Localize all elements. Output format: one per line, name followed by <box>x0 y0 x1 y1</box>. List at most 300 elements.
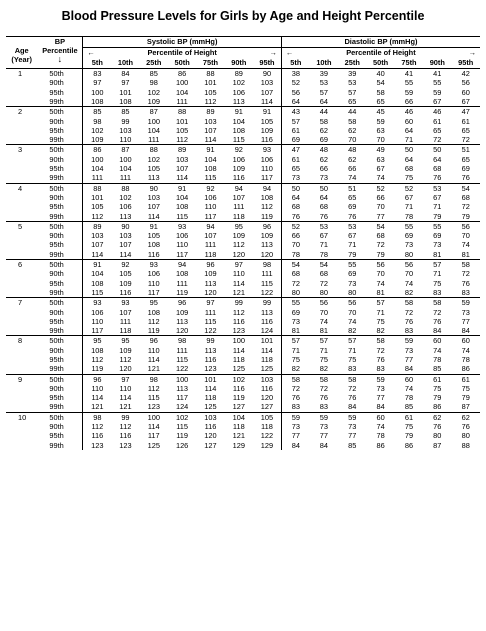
systolic-value-cell: 118 <box>204 393 217 403</box>
systolic-value-cell: 100 <box>119 154 132 164</box>
diastolic-value-cell: 72 <box>461 269 470 279</box>
systolic-value-cell: 96 <box>140 336 168 346</box>
left-arrow-icon: ← <box>285 48 294 58</box>
systolic-value-cell: 111 <box>204 307 217 317</box>
systolic-value-cell: 99 <box>196 336 224 346</box>
diastolic-value-cell: 57 <box>281 116 309 125</box>
diastolic-value-cell: 60 <box>423 336 451 346</box>
table-row <box>6 298 480 308</box>
diastolic-value-cell: 84 <box>376 402 385 412</box>
systolic-value-cell: 111 <box>119 173 132 183</box>
table-row <box>6 116 480 125</box>
table-row <box>6 422 480 431</box>
diastolic-value-cell: 53 <box>338 221 366 231</box>
diastolic-value-cell: 65 <box>461 154 470 164</box>
systolic-value-cell: 108 <box>175 269 189 279</box>
systolic-value-cell: 97 <box>196 298 224 308</box>
diastolic-value-cell: 59 <box>376 116 385 126</box>
age-header <box>6 37 37 69</box>
systolic-value-cell: 115 <box>204 316 217 326</box>
systolic-value-cell: 114 <box>204 135 217 145</box>
systolic-value-cell: 106 <box>260 154 274 164</box>
diastolic-value-cell: 74 <box>376 278 385 288</box>
diastolic-value-cell: 55 <box>281 298 309 308</box>
bp-percentile-cell: 99th <box>49 211 64 221</box>
age-header-line2: (Year) <box>11 55 32 64</box>
diastolic-value-cell: 85 <box>404 402 414 412</box>
systolic-value-cell: 103 <box>175 154 189 164</box>
table-row <box>6 107 480 117</box>
bp-percentile-cell: 50th <box>37 298 83 308</box>
diastolic-value-cell: 57 <box>338 336 366 346</box>
diastolic-value-cell: 76 <box>319 393 329 403</box>
systolic-value-cell: 118 <box>204 249 217 259</box>
diastolic-value-cell: 58 <box>348 116 357 126</box>
systolic-value-cell: 107 <box>175 164 189 174</box>
systolic-value-cell: 89 <box>225 69 253 79</box>
diastolic-value-cell: 61 <box>423 374 451 384</box>
systolic-value-cell: 112 <box>147 383 160 393</box>
systolic-value-cell: 119 <box>232 393 245 403</box>
diastolic-value-cell: 70 <box>376 269 385 279</box>
diastolic-value-cell: 61 <box>281 155 309 164</box>
systolic-value-cell: 110 <box>261 164 273 174</box>
table-row <box>6 317 480 326</box>
systolic-value-cell: 112 <box>119 355 132 364</box>
systolic-value-cell: 121 <box>119 402 132 412</box>
age-cell: 5 <box>6 221 37 259</box>
age-cell: 9 <box>6 374 37 412</box>
diastolic-value-cell: 58 <box>319 116 329 126</box>
systolic-value-cell: 120 <box>119 364 132 374</box>
systolic-value-cell: 91 <box>253 107 281 117</box>
diastolic-value-cell: 58 <box>281 374 309 384</box>
diastolic-value-cell: 82 <box>348 326 357 336</box>
diastolic-value-cell: 50 <box>281 183 309 193</box>
systolic-value-cell: 114 <box>147 355 160 364</box>
systolic-value-cell: 109 <box>204 269 217 279</box>
diastolic-value-cell: 41 <box>423 69 451 79</box>
diastolic-value-cell: 65 <box>281 164 309 173</box>
bp-percentile-cell: 50th <box>37 259 83 269</box>
diastolic-value-cell: 65 <box>433 125 442 135</box>
diastolic-value-cell: 52 <box>366 183 394 193</box>
table-row <box>6 69 480 79</box>
bp-percentile-cell: 95th <box>49 240 64 250</box>
diastolic-value-cell: 74 <box>461 345 470 355</box>
diastolic-value-cell: 73 <box>319 422 329 432</box>
systolic-value-cell: 106 <box>147 269 160 279</box>
systolic-value-cell: 114 <box>147 211 160 221</box>
diastolic-value-cell: 67 <box>433 96 442 106</box>
systolic-value-cell: 105 <box>175 125 189 135</box>
systolic-value-cell: 110 <box>119 383 132 393</box>
diastolic-value-cell: 50 <box>395 145 423 155</box>
diastolic-value-cell: 86 <box>404 440 414 450</box>
systolic-value-cell: 103 <box>147 192 160 202</box>
systolic-value-cell: 115 <box>176 211 189 221</box>
diastolic-value-cell: 60 <box>451 336 480 346</box>
bp-percentile-cell: 90th <box>49 422 64 432</box>
bp-percentile-cell: 90th <box>49 116 64 126</box>
systolic-value-cell: 108 <box>83 346 111 355</box>
systolic-value-cell: 110 <box>232 269 245 279</box>
diastolic-value-cell: 76 <box>348 393 357 403</box>
systolic-value-cell: 94 <box>225 183 253 193</box>
diastolic-value-cell: 53 <box>423 183 451 193</box>
systolic-value-cell: 114 <box>232 278 245 288</box>
dia-col-90th: 90th <box>423 58 451 69</box>
diastolic-value-cell: 51 <box>338 183 366 193</box>
systolic-value-cell: 88 <box>111 183 139 193</box>
table-row <box>6 240 480 249</box>
systolic-value-cell: 89 <box>168 145 196 155</box>
systolic-value-cell: 109 <box>232 231 245 241</box>
systolic-value-cell: 112 <box>83 211 111 221</box>
bp-percentile-cell: 90th <box>49 78 64 88</box>
systolic-value-cell: 119 <box>176 431 189 441</box>
diastolic-value-cell: 80 <box>404 249 414 259</box>
diastolic-value-cell: 71 <box>281 346 309 355</box>
systolic-value-cell: 117 <box>147 287 160 297</box>
diastolic-value-cell: 73 <box>281 422 309 431</box>
systolic-value-cell: 85 <box>140 69 168 79</box>
diastolic-value-cell: 78 <box>319 249 329 259</box>
diastolic-value-cell: 86 <box>433 402 442 412</box>
table-row <box>6 135 480 145</box>
systolic-value-cell: 111 <box>148 135 160 145</box>
systolic-value-cell: 91 <box>196 145 224 155</box>
diastolic-value-cell: 73 <box>404 240 414 250</box>
diastolic-value-cell: 56 <box>338 298 366 308</box>
right-arrow-icon: → <box>468 48 476 58</box>
systolic-value-cell: 119 <box>261 211 273 221</box>
systolic-value-cell: 116 <box>261 383 273 393</box>
systolic-value-cell: 116 <box>204 355 217 364</box>
diastolic-value-cell: 59 <box>338 412 366 422</box>
age-cell: 8 <box>6 336 37 374</box>
systolic-value-cell: 129 <box>232 440 245 450</box>
systolic-value-cell: 116 <box>204 422 217 432</box>
systolic-value-cell: 111 <box>176 96 188 106</box>
systolic-value-cell: 98 <box>83 412 111 422</box>
systolic-value-cell: 107 <box>119 307 132 317</box>
diastolic-value-cell: 68 <box>281 269 309 278</box>
bp-percentile-cell: 95th <box>49 393 64 403</box>
diastolic-value-cell: 76 <box>461 422 470 432</box>
bp-percentile-cell: 50th <box>37 336 83 346</box>
systolic-value-cell: 112 <box>232 240 245 250</box>
diastolic-value-cell: 54 <box>451 183 480 193</box>
sys-col-10th: 10th <box>111 58 139 69</box>
systolic-value-cell: 108 <box>83 97 111 107</box>
systolic-value-cell: 92 <box>111 259 139 269</box>
diastolic-value-cell: 71 <box>319 345 329 355</box>
diastolic-value-cell: 83 <box>461 287 470 297</box>
systolic-value-cell: 103 <box>119 125 132 135</box>
header-row-1 <box>6 37 480 48</box>
diastolic-value-cell: 72 <box>281 279 309 288</box>
diastolic-value-cell: 58 <box>338 374 366 384</box>
diastolic-value-cell: 71 <box>348 345 357 355</box>
bp-percentile-cell: 99th <box>49 96 64 106</box>
bp-percentile-cell: 90th <box>49 269 64 279</box>
systolic-value-cell: 103 <box>204 116 217 126</box>
diastolic-value-cell: 54 <box>281 259 309 269</box>
diastolic-value-cell: 59 <box>395 336 423 346</box>
table-row <box>6 78 480 87</box>
diastolic-value-cell: 56 <box>451 221 480 231</box>
bp-percentile-cell: 99th <box>49 135 64 145</box>
diastolic-value-cell: 77 <box>376 393 385 403</box>
systolic-value-cell: 90 <box>140 183 168 193</box>
diastolic-value-cell: 44 <box>338 107 366 117</box>
sys-col-90th: 90th <box>225 58 253 69</box>
systolic-value-cell: 110 <box>119 135 132 145</box>
systolic-value-cell: 104 <box>147 125 160 135</box>
diastolic-value-cell: 70 <box>376 135 385 145</box>
diastolic-value-cell: 78 <box>461 355 470 364</box>
diastolic-value-cell: 72 <box>281 384 309 393</box>
diastolic-value-cell: 78 <box>404 393 414 403</box>
systolic-value-cell: 90 <box>253 69 281 79</box>
table-row <box>6 326 480 336</box>
sys-col-50th: 50th <box>168 58 196 69</box>
diastolic-value-cell: 66 <box>281 231 309 240</box>
systolic-value-cell: 101 <box>253 336 281 346</box>
table-row <box>6 211 480 221</box>
systolic-value-cell: 88 <box>196 69 224 79</box>
systolic-value-cell: 109 <box>232 164 245 174</box>
diastolic-value-cell: 74 <box>433 345 442 355</box>
systolic-value-cell: 117 <box>176 249 189 259</box>
sys-col-5th: 5th <box>83 58 111 69</box>
diastolic-value-cell: 78 <box>404 211 414 221</box>
diastolic-height-percentile-label <box>281 48 480 59</box>
systolic-value-cell: 101 <box>119 87 132 97</box>
diastolic-value-cell: 79 <box>461 393 470 403</box>
systolic-value-cell: 102 <box>168 412 196 422</box>
systolic-value-cell: 106 <box>83 307 111 316</box>
diastolic-value-cell: 61 <box>461 116 470 126</box>
systolic-value-cell: 87 <box>140 107 168 117</box>
systolic-value-cell: 114 <box>119 249 132 259</box>
systolic-value-cell: 101 <box>204 78 217 88</box>
diastolic-value-cell: 65 <box>376 96 385 106</box>
diastolic-value-cell: 69 <box>348 269 357 279</box>
systolic-value-cell: 123 <box>204 364 217 374</box>
diastolic-value-cell: 42 <box>451 69 480 79</box>
systolic-value-cell: 121 <box>147 364 160 374</box>
systolic-value-cell: 97 <box>121 78 130 88</box>
diastolic-value-cell: 87 <box>433 440 442 450</box>
diastolic-value-cell: 80 <box>461 431 470 441</box>
diastolic-value-cell: 70 <box>348 307 357 317</box>
diastolic-value-cell: 82 <box>319 364 329 374</box>
diastolic-value-cell: 72 <box>404 307 414 317</box>
diastolic-value-cell: 69 <box>281 135 309 145</box>
diastolic-value-cell: 66 <box>319 164 329 174</box>
bp-percentile-cell: 99th <box>49 402 64 412</box>
diastolic-value-cell: 70 <box>404 269 414 279</box>
systolic-value-cell: 113 <box>147 173 160 183</box>
table-row <box>6 183 480 193</box>
systolic-value-cell: 93 <box>83 298 111 308</box>
diastolic-value-cell: 76 <box>348 211 357 221</box>
dia-col-5th: 5th <box>281 58 309 69</box>
diastolic-value-cell: 68 <box>319 269 329 279</box>
systolic-value-cell: 106 <box>204 192 217 202</box>
diastolic-value-cell: 47 <box>281 145 309 155</box>
systolic-value-cell: 91 <box>168 183 196 193</box>
diastolic-value-cell: 77 <box>461 316 470 326</box>
systolic-value-cell: 111 <box>119 316 132 326</box>
bp-percentile-cell: 99th <box>49 364 64 374</box>
sys-col-95th: 95th <box>253 58 281 69</box>
systolic-value-cell: 127 <box>204 440 217 450</box>
diastolic-value-cell: 59 <box>433 87 442 97</box>
diastolic-value-cell: 58 <box>376 87 385 97</box>
systolic-value-cell: 97 <box>111 374 139 384</box>
diastolic-value-cell: 75 <box>461 383 470 393</box>
diastolic-value-cell: 73 <box>376 383 385 393</box>
systolic-value-cell: 105 <box>260 116 274 126</box>
percentile-of-height-label: Percentile of Height <box>346 48 416 58</box>
systolic-value-cell: 112 <box>83 422 111 431</box>
systolic-value-cell: 99 <box>121 116 130 126</box>
systolic-value-cell: 113 <box>204 345 217 355</box>
diastolic-value-cell: 86 <box>461 364 470 374</box>
systolic-value-cell: 111 <box>176 278 188 288</box>
table-row <box>6 364 480 374</box>
systolic-value-cell: 114 <box>147 422 160 432</box>
systolic-value-cell: 120 <box>232 249 245 259</box>
systolic-value-cell: 124 <box>175 402 189 412</box>
diastolic-value-cell: 83 <box>319 402 329 412</box>
systolic-value-cell: 93 <box>168 221 196 231</box>
systolic-value-cell: 111 <box>204 240 217 250</box>
diastolic-value-cell: 76 <box>404 316 414 326</box>
age-cell: 6 <box>6 259 37 297</box>
diastolic-value-cell: 83 <box>376 364 385 374</box>
diastolic-value-cell: 71 <box>404 202 414 212</box>
systolic-value-cell: 116 <box>83 431 111 440</box>
systolic-value-cell: 96 <box>168 298 196 308</box>
diastolic-value-cell: 58 <box>395 298 423 308</box>
bp-percentile-cell: 50th <box>37 145 83 155</box>
bp-percentile-cell: 99th <box>49 287 64 297</box>
diastolic-value-cell: 81 <box>461 249 470 259</box>
systolic-value-cell: 116 <box>261 316 273 326</box>
diastolic-value-cell: 69 <box>404 231 414 241</box>
systolic-value-cell: 123 <box>147 402 160 412</box>
diastolic-value-cell: 45 <box>366 107 394 117</box>
bp-percentile-cell: 50th <box>37 374 83 384</box>
diastolic-value-cell: 62 <box>319 125 329 135</box>
systolic-value-cell: 122 <box>204 326 217 336</box>
systolic-value-cell: 117 <box>176 393 189 403</box>
diastolic-value-cell: 76 <box>461 278 470 288</box>
systolic-value-cell: 98 <box>168 336 196 346</box>
bp-percentile-cell: 95th <box>49 164 64 174</box>
diastolic-value-cell: 55 <box>338 259 366 269</box>
diastolic-value-cell: 76 <box>461 173 470 183</box>
systolic-value-cell: 109 <box>260 231 274 241</box>
diastolic-value-cell: 55 <box>423 221 451 231</box>
systolic-value-cell: 127 <box>260 402 274 412</box>
systolic-value-cell: 102 <box>83 126 111 135</box>
systolic-value-cell: 107 <box>83 240 111 249</box>
table-row <box>6 279 480 288</box>
systolic-value-cell: 108 <box>175 202 189 212</box>
systolic-value-cell: 109 <box>147 96 160 106</box>
table-row <box>6 374 480 384</box>
dia-col-75th: 75th <box>395 58 423 69</box>
systolic-value-cell: 115 <box>176 355 189 364</box>
systolic-value-cell: 112 <box>204 96 217 106</box>
age-cell: 7 <box>6 298 37 336</box>
diastolic-value-cell: 79 <box>404 431 414 441</box>
page-title: Blood Pressure Levels for Girls by Age and Height Percentile <box>61 9 425 23</box>
systolic-value-cell: 111 <box>233 202 245 212</box>
systolic-value-cell: 121 <box>232 431 245 441</box>
systolic-value-cell: 84 <box>111 69 139 79</box>
systolic-value-cell: 95 <box>140 298 168 308</box>
diastolic-value-cell: 70 <box>319 307 329 317</box>
systolic-value-cell: 115 <box>232 135 245 145</box>
systolic-value-cell: 107 <box>260 87 274 97</box>
table-row <box>6 126 480 135</box>
diastolic-value-cell: 57 <box>281 336 309 346</box>
systolic-value-cell: 105 <box>119 269 132 279</box>
diastolic-value-cell: 80 <box>433 431 442 441</box>
systolic-value-cell: 121 <box>232 287 245 297</box>
diastolic-value-cell: 62 <box>451 412 480 422</box>
systolic-value-cell: 114 <box>176 173 189 183</box>
diastolic-value-cell: 54 <box>376 78 385 88</box>
diastolic-value-cell: 66 <box>376 192 385 202</box>
systolic-value-cell: 109 <box>175 307 189 317</box>
diastolic-value-cell: 48 <box>338 145 366 155</box>
diastolic-value-cell: 76 <box>433 316 442 326</box>
systolic-value-cell: 108 <box>119 96 132 106</box>
systolic-value-cell: 88 <box>83 183 111 193</box>
dia-col-25th: 25th <box>338 58 366 69</box>
diastolic-value-cell: 69 <box>348 202 357 212</box>
systolic-value-cell: 100 <box>83 88 111 97</box>
diastolic-value-cell: 50 <box>310 183 338 193</box>
systolic-value-cell: 103 <box>253 374 281 384</box>
diastolic-value-cell: 64 <box>319 96 329 106</box>
table-row <box>6 193 480 202</box>
bp-percentile-cell: 90th <box>49 154 64 164</box>
systolic-value-cell: 129 <box>260 440 274 450</box>
systolic-value-cell: 109 <box>260 125 274 135</box>
systolic-value-cell: 105 <box>204 87 217 97</box>
diastolic-value-cell: 73 <box>348 422 357 432</box>
bp-table <box>6 36 480 450</box>
diastolic-value-cell: 62 <box>423 412 451 422</box>
bp-percentile-cell: 50th <box>37 69 83 79</box>
bp-percentile-cell: 99th <box>49 173 64 183</box>
systolic-value-cell: 97 <box>225 259 253 269</box>
diastolic-value-cell: 55 <box>433 78 442 88</box>
systolic-value-cell: 115 <box>204 173 217 183</box>
diastolic-value-cell: 61 <box>451 374 480 384</box>
diastolic-value-cell: 74 <box>404 383 414 393</box>
bp-percentile-cell: 90th <box>49 231 64 241</box>
systolic-value-cell: 113 <box>261 240 273 250</box>
